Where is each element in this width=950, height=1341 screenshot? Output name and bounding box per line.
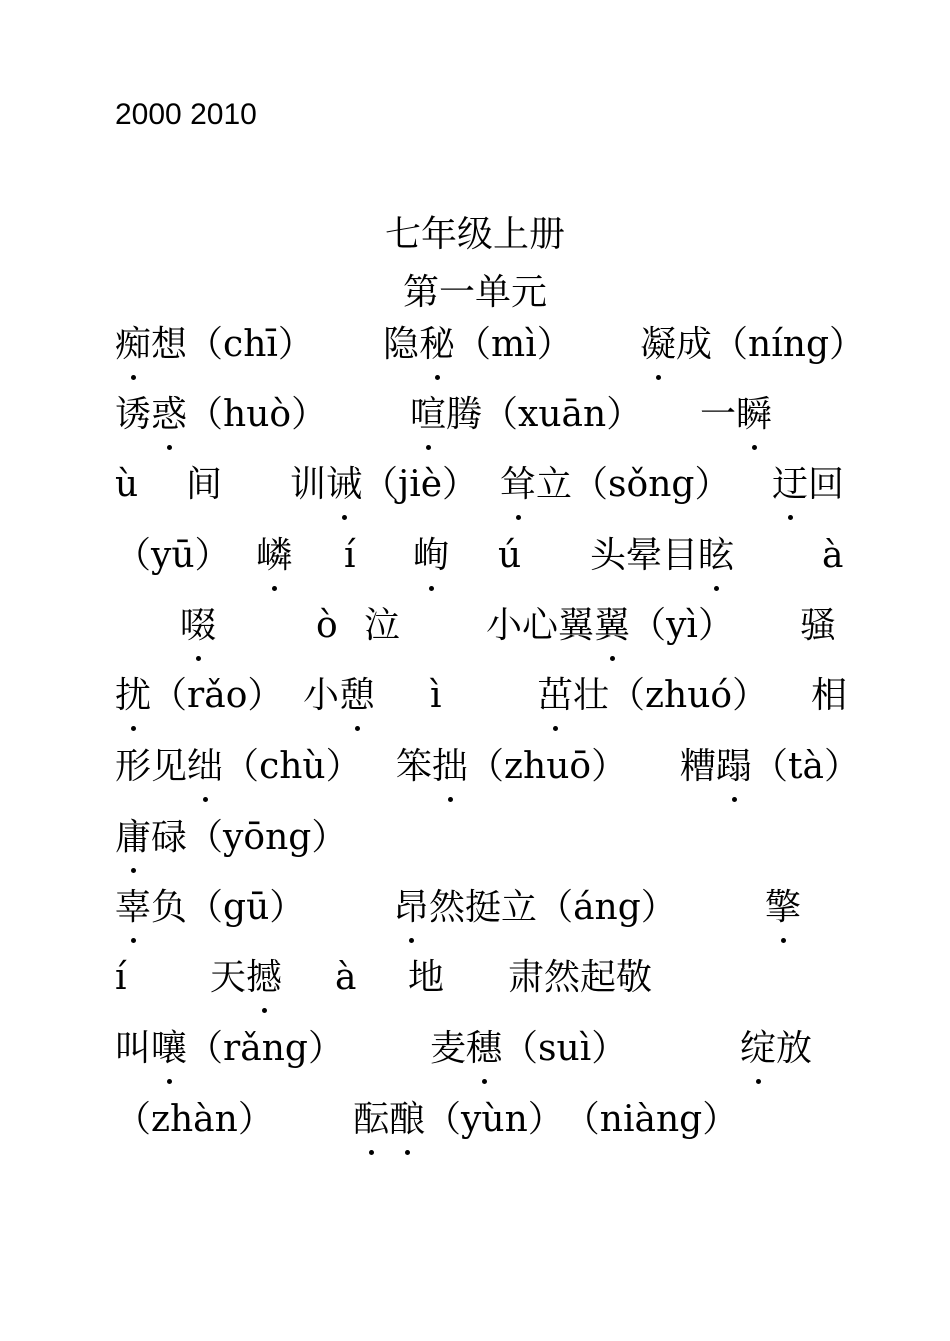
vocab-entry: 昂然挺立（áng） [393, 885, 677, 931]
vocab-entry: 小心翼翼（yì） [486, 603, 734, 649]
vocab-entry: 形见绌（chù） [115, 744, 362, 790]
vocab-entry: 笨拙（zhuō） [396, 744, 627, 790]
vocab-entry: 擎 [765, 885, 801, 931]
vocab-line [0, 392, 950, 452]
vocab-line [0, 1097, 950, 1157]
vocab-line [0, 322, 950, 382]
vocab-line [0, 462, 950, 522]
vocab-entry: 酝酿（yùn）（niàng） [353, 1097, 738, 1143]
vocab-entry: 一瞬 [700, 392, 772, 438]
vocab-entry: 诱惑（huò） [115, 392, 327, 438]
vocab-entry: 泣 [364, 605, 401, 646]
vocab-entry: í [115, 957, 127, 998]
vocab-entry: 茁壮（zhuó） [537, 673, 768, 719]
vocab-entry: 麦穗（suì） [430, 1026, 627, 1072]
vocab-entry: （yū） [115, 535, 231, 576]
vocab-entry: í [344, 535, 356, 576]
vocab-line [0, 673, 950, 733]
volume-title: 七年级上册 [384, 214, 565, 255]
vocab-entry: 训诫（jiè） [290, 462, 478, 508]
vocab-entry: 叫嚷（rǎng） [115, 1026, 344, 1072]
vocab-entry: 峋 [413, 533, 449, 579]
vocab-entry: 间 [186, 464, 223, 505]
vocab-entry: 痴想（chī） [115, 322, 314, 368]
vocab-entry: ò [316, 605, 338, 646]
vocab-line [0, 533, 950, 593]
vocab-entry: à [335, 957, 357, 998]
vocab-entry: ú [498, 535, 522, 576]
vocab-line [0, 885, 950, 945]
vocab-line [0, 815, 950, 875]
vocab-entry: 庸碌（yōng） [115, 815, 347, 861]
vocab-entry: （zhàn） [115, 1099, 274, 1140]
vocab-entry: 凝成（níng） [640, 322, 865, 368]
vocab-entry: 小憩 [303, 673, 375, 719]
vocab-entry: 骚 [800, 605, 837, 646]
vocab-entry: 耸立（sǒng） [500, 462, 730, 508]
vocab-entry: 辜负（gū） [115, 885, 305, 931]
vocab-entry: 头晕目眩 [590, 533, 734, 579]
vocab-entry: 扰（rǎo） [115, 673, 283, 719]
vocab-entry: 相 [811, 675, 848, 716]
vocab-entry: 地 [408, 957, 445, 998]
vocab-entry: 绽放 [740, 1026, 812, 1072]
vocab-entry: 糟蹋（tà） [680, 744, 860, 790]
vocab-entry: 天撼 [210, 955, 282, 1001]
vocab-entry: ù [115, 464, 139, 505]
vocab-entry: 喧腾（xuān） [410, 392, 642, 438]
vocab-entry: 啜 [180, 603, 216, 649]
vocab-entry: 嶙 [256, 533, 292, 579]
vocab-line [0, 744, 950, 804]
vocab-entry: ì [430, 675, 442, 716]
vocab-line [0, 955, 950, 1015]
vocab-entry: 迂回 [772, 462, 844, 508]
document-title: 2000 2010 [115, 98, 257, 131]
unit-title: 第一单元 [402, 272, 547, 313]
vocab-line [0, 603, 950, 663]
vocab-entry: 肃然起敬 [508, 957, 653, 998]
vocab-entry: à [822, 535, 844, 576]
vocab-line [0, 1026, 950, 1086]
vocab-entry: 隐秘（mì） [383, 322, 573, 368]
